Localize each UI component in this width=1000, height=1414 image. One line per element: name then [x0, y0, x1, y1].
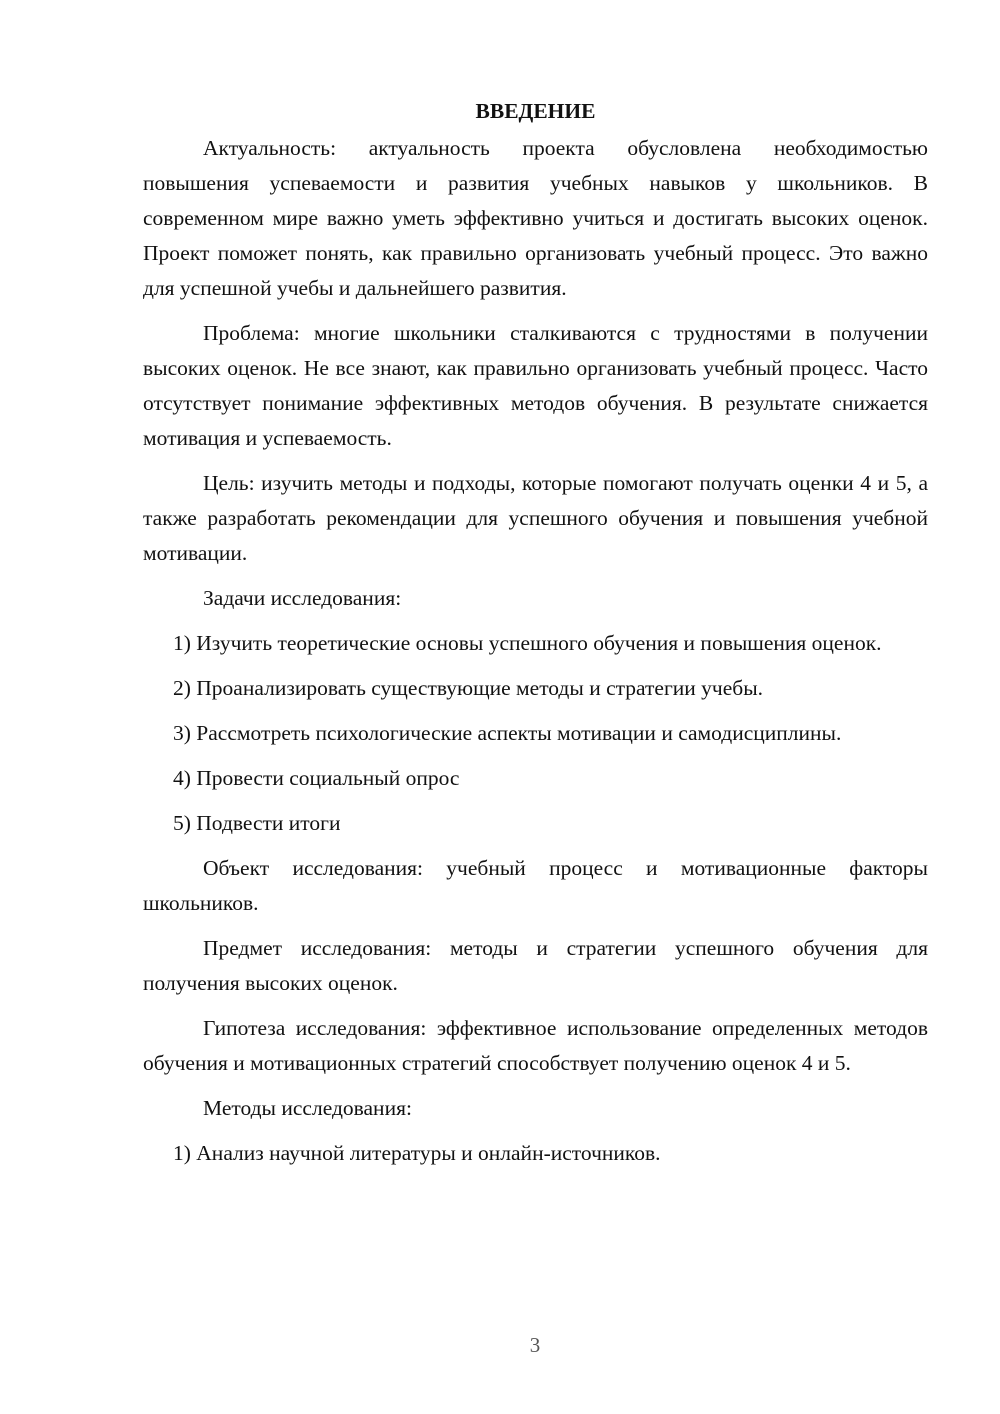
document-body	[143, 95, 928, 1181]
method-item-1: 1) Анализ научной литературы и онлайн-источников.	[173, 1141, 661, 1165]
paragraph-methods-heading: Методы исследования:	[203, 1096, 412, 1120]
task-item-5: 5) Подвести итоги	[173, 811, 341, 835]
task-item-2: 2) Проанализировать существующие методы и стратегии учебы.	[173, 676, 764, 700]
paragraph-tasks-heading: Задачи исследования:	[203, 586, 402, 610]
paragraph-hypothesis: Гипотеза исследования: эффективное использование определенных методов обучения и мотивационных стратегий способствует получению оценок 4 и 5.	[143, 1016, 928, 1075]
paragraph-subject: Предмет исследования: методы и стратегии успешного обучения для получения высоких оценок.	[143, 936, 928, 995]
task-item-3: 3) Рассмотреть психологические аспекты мотивации и самодисциплины.	[173, 721, 842, 745]
section-title: ВВЕДЕНИЕ	[475, 99, 596, 123]
paragraph-problem: Проблема: многие школьники сталкиваются с трудностями в получении высоких оценок. Не все знают, как правильно организовать учебный процесс. Часто отсутствует понимание эффективных методов обучения. В результате снижается мотивация и успеваемость.	[143, 321, 928, 450]
paragraph-goal: Цель: изучить методы и подходы, которые помогают получать оценки 4 и 5, а также разработать рекомендации для успешного обучения и повышения учебной мотивации.	[143, 471, 928, 565]
page-number: 3	[529, 1333, 541, 1357]
task-item-4: 4) Провести социальный опрос	[173, 766, 460, 790]
paragraph-object: Объект исследования: учебный процесс и мотивационные факторы школьников.	[143, 856, 928, 915]
paragraph-relevance: Актуальность: актуальность проекта обусловлена необходимостью повышения успеваемости и развития учебных навыков у школьников. В современном мире важно уметь эффективно учиться и достигать высоких оценок. Проект поможет понять, как правильно организовать учебный процесс. Это важно для успешной учебы и дальнейшего развития.	[143, 136, 928, 300]
task-item-1: 1) Изучить теоретические основы успешного обучения и повышения оценок.	[173, 631, 882, 655]
